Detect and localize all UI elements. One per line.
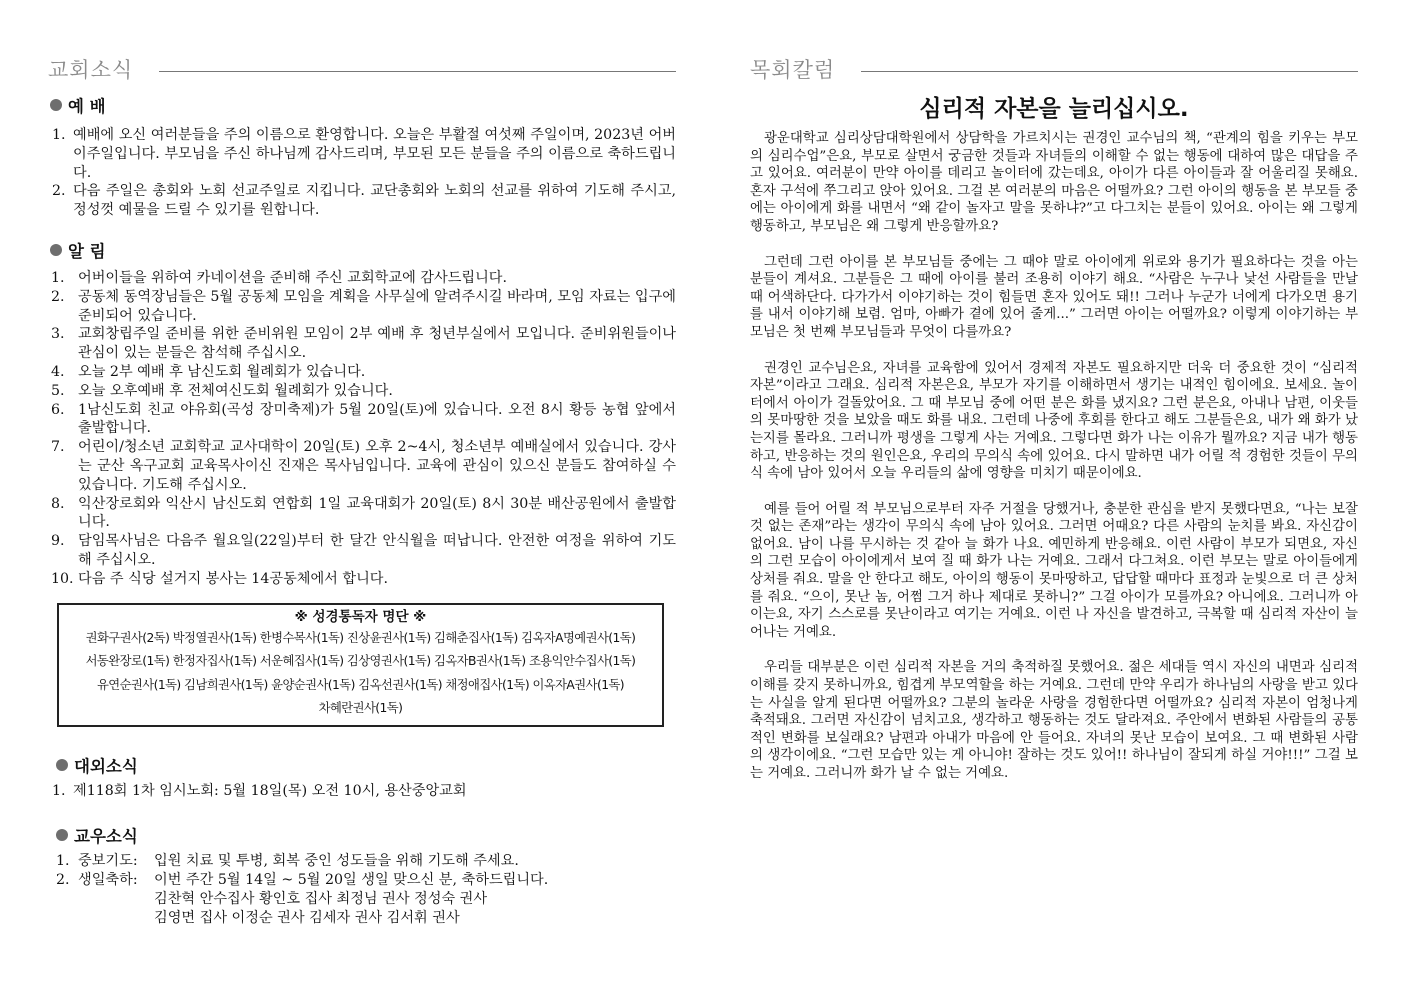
notices-heading-label: 알 림 <box>68 241 106 261</box>
notice-item <box>48 401 676 439</box>
external-heading <box>56 753 676 777</box>
member-item-label: 생일축하: <box>78 872 138 889</box>
column-paragraph: 예를 들어 어릴 적 부모님으로부터 자주 거절을 당했거나, 충분한 관심을 받지 못했다면요, “나는 보잘 것 없는 존재”라는 생각이 무의식 속에 남아 있어요. 그러면 어때요? 다른 사람의 눈치를 봐요. 자신감이 없어요. 남이 나를 무시하는 것 같아 늘 화가 나요. 예민하게 반응해요. 이런 사람이 부모가 되면요, 자신의 그런 모습이 아이에게서 보여 질 때 화가 나는 거예요. 그래서 다그쳐요. 이런 부모는 말로 아이들에게 상처를 줘요. 말을 안 한다고 해도, 아이의 행동이 못마땅하고, 답답할 때마다 표정과 눈빛으로 더 큰 상처를 줘요. “으이, 못난 놈, 어쩜 그거 하나 제대로 못하니?” 그걸 아이가 모를까요? 아니에요. 그러니까 아이는요, 자기 스스로를 못난이라고 여기는 거예요. 이런 나 자신을 발견하고, 극복할 때 심리적 자산이 늘어나는 거예요. <box>750 501 1358 640</box>
header-rule <box>159 71 676 72</box>
item-text: 익산장로회와 익산시 남신도회 연합회 1일 교육대회가 20일(토) 8시 30분 배산공원에서 출발합니다. <box>78 495 676 531</box>
worship-heading <box>50 93 676 117</box>
church-news-header <box>48 52 676 86</box>
member-item-label: 중보기도: <box>78 853 138 870</box>
item-text: 다음 주일은 총회와 노회 선교주일로 지킵니다. 교단총회와 노회의 선교를 위하여 기도해 주시고, 정성껏 예물을 드릴 수 있기를 원합니다. <box>73 183 676 219</box>
item-text: 1남신도회 친교 야유회(곡성 장미축제)가 5월 20일(토)에 있습니다. 오전 8시 황등 농협 앞에서 출발합니다. <box>78 401 676 437</box>
members-heading-label: 교우소식 <box>74 827 138 847</box>
birthday-names: 김찬혁 안수집사 황인호 집사 최정님 권사 정성숙 권사 <box>154 890 488 907</box>
external-heading-label: 대외소식 <box>74 756 138 776</box>
column-paragraph: 우리들 대부분은 이런 심리적 자본을 거의 축적하질 못했어요. 젊은 세대들 역시 자신의 내면과 심리적 이해를 갖지 못하니까요, 힘겹게 부모역할을 하는 거예요. 그런데 만약 우리가 하나님의 사랑을 받고 있다는 사실을 알게 된다면 어떨까요? 그분의 놀라운 사랑을 경험한다면 어떨까요? 심리적 자본이 엄청나게 축적돼요. 그러면 자신감이 넘치고요, 생각하고 행동하는 것도 달라져요. 주안에서 변화된 사람들의 공통적인 변화를 보실래요? 남편과 아내가 마음에 안 들어요. 자녀의 못난 모습이 보여요. 그 때 변화된 사람의 생각이에요. “그런 모습만 있는 게 아니야! 잘하는 것도 있어!! 하나님이 잘되게 하실 거야!!!” 그걸 보는 거예요. 그러니까 화가 날 수 없는 거예요. <box>750 660 1358 781</box>
item-text: 어린이/청소년 교회학교 교사대학이 20일(토) 오후 2~4시, 청소년부 예배실에서 있습니다. 강사는 군산 옥구교회 교육목사이신 진재은 목사님입니다. 교육에 관심이 있으신 분들도 참여하실 수 있습니다. 기도해 주십시오. <box>78 439 676 493</box>
item-number: 6. <box>51 401 65 418</box>
member-item-text: 입원 치료 및 투병, 회복 중인 성도들을 위해 기도해 주세요. <box>154 853 519 870</box>
item-number: 10. <box>51 570 74 587</box>
item-text: 교회창립주일 준비를 위한 준비위원 모임이 2부 예배 후 청년부실에서 모입니다. 준비위원들이나 관심이 있는 분들은 참석해 주십시오. <box>78 326 676 362</box>
item-text: 어버이들을 위하여 카네이션을 준비해 주신 교회학교에 감사드립니다. <box>78 269 508 286</box>
pastor-column-section-title: 목회칼럼 <box>750 58 836 82</box>
members-list <box>48 852 676 927</box>
column-paragraph: 광운대학교 심리상담대학원에서 상담학을 가르치시는 권경인 교수님의 책, “관계의 힘을 키우는 부모의 심리수업”은요, 부모로 살면서 궁금한 것들과 자녀들의 이해할 수 없는 행동에 대하여 많은 대답을 주고 있어요. 여러분이 만약 아이를 데리고 놀이터에 갔는데요, 아이가 다른 아이들과 잘 어울리질 못해요. 혼자 구석에 쭈그리고 앉아 있어요. 그걸 본 여러분의 마음은 어떨까요? 그런 아이의 행동을 본 부모들 중에는 아이에게 화를 내면서 “왜 같이 놀자고 말을 못하냐?”고 다그치는 분들이 있어요. 아이는 왜 그렇게 행동하고, 부모님은 왜 그렇게 반응할까요? <box>750 131 1358 234</box>
notice-item <box>48 269 676 288</box>
item-number: 3. <box>51 326 65 343</box>
notice-item <box>48 570 676 589</box>
member-item <box>56 871 676 890</box>
bullet-icon <box>50 99 62 111</box>
column-body <box>750 130 1358 783</box>
item-number: 1. <box>51 269 65 286</box>
members-heading <box>56 823 676 847</box>
notice-item <box>48 382 676 401</box>
item-number: 7. <box>51 439 65 456</box>
pastor-column <box>750 52 1358 801</box>
notice-item <box>48 438 676 494</box>
pastor-column-header <box>750 52 1358 86</box>
item-number: 1. <box>56 853 70 870</box>
notices-heading <box>50 238 676 262</box>
bullet-icon <box>56 829 68 841</box>
item-text: 공동체 동역장님들은 5월 공동체 모임을 계획을 사무실에 알려주시길 바라며, 모임 자료는 입구에 준비되어 있습니다. <box>78 288 676 324</box>
item-number: 2. <box>51 288 65 305</box>
church-news-column <box>48 52 676 928</box>
item-number: 9. <box>51 533 65 550</box>
item-number: 8. <box>51 495 65 512</box>
birthday-names: 김영면 집사 이정순 권사 김세자 권사 김서휘 권사 <box>154 909 460 926</box>
bible-reader-line: 권화구권사(2독) 박정열권사(1독) 한병수목사(1독) 진상윤권사(1독) 김해춘집사(1독) 김옥자A명예권사(1독) <box>85 630 636 645</box>
item-number: 5. <box>51 382 65 399</box>
bible-reader-line: 차혜란권사(1독) <box>318 701 403 716</box>
bible-readers-box <box>57 603 664 727</box>
bible-reader-line: 서동완장로(1독) 한정자집사(1독) 서운혜집사(1독) 김상영권사(1독) 김옥자B권사(1독) 조용익안수집사(1독) <box>85 654 636 669</box>
item-number: 2. <box>56 872 70 889</box>
item-text: 오늘 2부 예배 후 남신도회 월례회가 있습니다. <box>78 363 366 380</box>
item-text: 예배에 오신 여러분들을 주의 이름으로 환영합니다. 오늘은 부활절 여섯째 주일이며, 2023년 어버이주일입니다. 부모님을 주신 하나님께 감사드리며, 부모된 모든 분들을 주의 이름으로 축하드립니다. <box>73 127 676 181</box>
bible-reader-line: 유연순권사(1독) 김남희권사(1독) 윤양순권사(1독) 김옥선권사(1독) 채정애집사(1독) 이옥자A권사(1독) <box>96 677 625 692</box>
header-rule <box>861 71 1358 72</box>
column-paragraph: 그런데 그런 아이를 본 부모님들 중에는 그 때야 말로 아이에게 위로와 용기가 필요하다는 것을 아는 분들이 계셔요. 그분들은 그 때에 아이를 불러 조용히 이야기 해요. “사람은 누구나 낯선 사람들을 만날 때 어색하단다. 다가가서 이야기하는 것이 힘들면 혼자 있어도 돼!! 그러나 누군가 너에게 다가오면 용기를 내서 이야기해 보렴. 엄마, 아빠가 곁에 있어 줄게...” 그러면 아이는 어떨까요? 이렇게 이야기하는 부모님은 첫 번째 부모님들과 무엇이 다를까요? <box>750 254 1358 340</box>
member-item-text: 이번 주간 5월 14일 ~ 5월 20일 생일 맞으신 분, 축하드립니다. <box>154 872 549 889</box>
notices-list <box>48 269 676 589</box>
item-text: 제118회 1차 임시노회: 5월 18일(목) 오전 10시, 용산중앙교회 <box>73 782 467 799</box>
item-number: 2. <box>52 183 66 200</box>
member-item <box>56 852 676 871</box>
item-text: 담임목사님은 다음주 월요일(22일)부터 한 달간 안식월을 떠납니다. 안전한 여정을 위하여 기도해 주십시오. <box>78 533 676 568</box>
column-paragraph: 권경인 교수님은요, 자녀를 교육함에 있어서 경제적 자본도 필요하지만 더욱 더 중요한 것이 “심리적 자본”이라고 그래요. 심리적 자본은요, 부모가 자기를 이해하면서 생기는 내적인 힘이에요. 보세요. 놀이터에서 아이가 걸돌았어요. 그 때 부모님 중에 어떤 분은 화를 냈지요? 그런 분은요, 아내나 남편, 이웃들의 못마땅한 것을 보았을 때도 화를 내요. 그런데 나중에 후회를 한다고 해도 그분들은요, 내가 왜 화가 났는지를 몰라요. 그러니까 평생을 그렇게 사는 거예요. 그렇다면 화가 나는 이유가 뭘까요? 지금 내가 행동하고, 반응하는 것의 원인은요, 우리의 무의식 속에 있어요. 다시 말하면 내가 어릴 적 경험한 것들이 무의식 속에 남아 있어서 오늘 우리들의 삶에 영향을 미치기 때문이에요. <box>750 360 1358 482</box>
item-number: 1. <box>52 782 66 799</box>
bible-readers-lines <box>65 627 656 721</box>
item-number: 4. <box>51 363 65 380</box>
worship-item <box>48 126 676 182</box>
church-news-title: 교회소식 <box>48 58 134 82</box>
bullet-icon <box>50 244 62 256</box>
notice-item <box>48 325 676 363</box>
item-number: 1. <box>52 127 66 143</box>
worship-heading-label: 예 배 <box>68 97 106 116</box>
external-item <box>48 782 676 801</box>
bullet-icon <box>56 759 68 771</box>
column-title: 심리적 자본을 늘리십시오. <box>919 96 1189 122</box>
worship-item <box>48 182 676 220</box>
bible-readers-title: ※ 성경통독자 명단 ※ <box>294 608 427 625</box>
notice-item <box>48 288 676 326</box>
notice-item <box>48 495 676 533</box>
notice-item <box>48 363 676 382</box>
external-list <box>48 782 676 801</box>
notice-item <box>48 532 676 570</box>
worship-list <box>48 126 676 220</box>
item-text: 다음 주 식당 설거지 봉사는 14공동체에서 합니다. <box>78 570 389 587</box>
item-text: 오늘 오후예배 후 전체여신도회 월례회가 있습니다. <box>78 382 393 399</box>
